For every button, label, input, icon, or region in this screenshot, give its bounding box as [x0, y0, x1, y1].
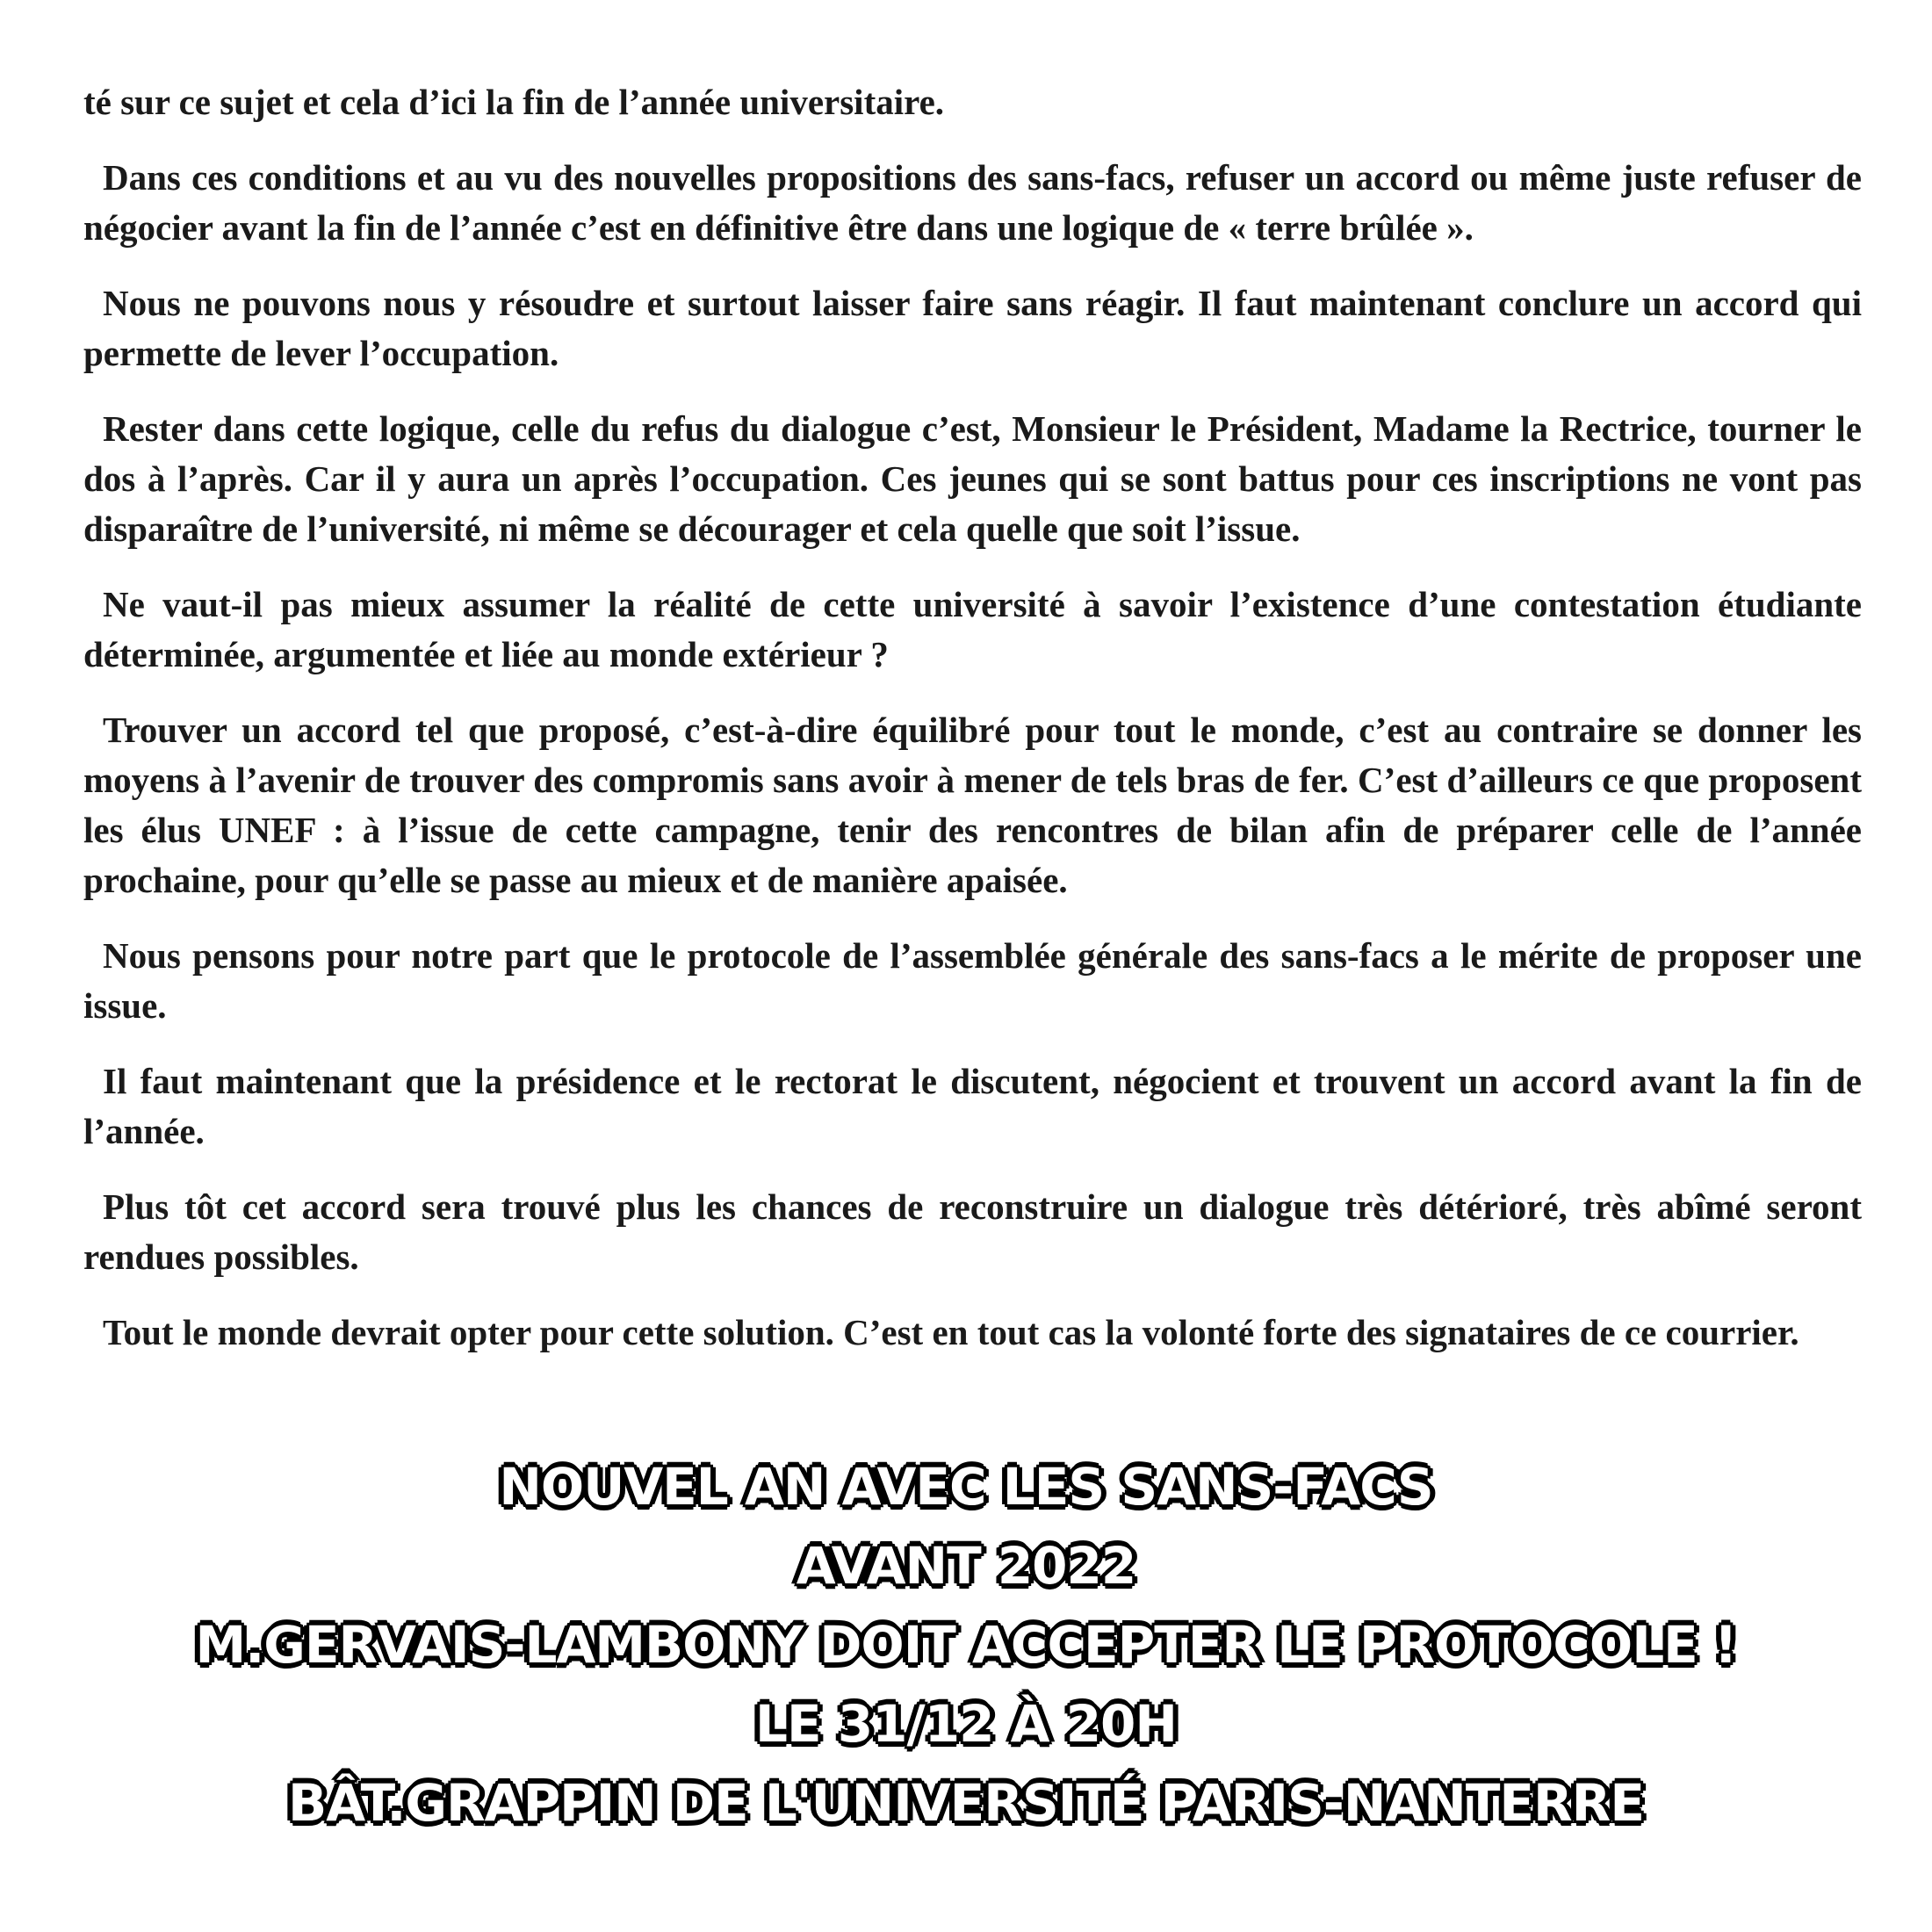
banner-line-event: NOUVEL AN AVEC LES SANS-FACS	[499, 1457, 1433, 1517]
paragraph: Nous ne pouvons nous y résoudre et surtout laisser faire sans réagir. Il faut maintenant conclure un accord qui permette de lever l’occupation.	[83, 283, 1862, 373]
letter-body	[83, 77, 1862, 1358]
paragraph-continuation: té sur ce sujet et cela d’ici la fin de l’année universitaire.	[83, 82, 945, 122]
paragraph: Trouver un accord tel que proposé, c’est-à-dire équilibré pour tout le monde, c’est au contraire se donner les moyens à l’avenir de trouver des compromis sans avoir à mener de tels bras de fer. C’est d’ailleurs ce que proposent les élus UNEF : à l’issue de cette campagne, tenir des rencontres de bilan afin de préparer celle de l’année prochaine, pour qu’elle se passe au mieux et de manière apaisée.	[83, 710, 1862, 900]
event-banner	[0, 1447, 1932, 1842]
paragraph: Nous pensons pour notre part que le protocole de l’assemblée générale des sans-facs a le mérite de proposer une issue.	[83, 935, 1862, 1026]
banner-line-datetime: LE 31/12 À 20H	[755, 1694, 1177, 1754]
paragraph: Plus tôt cet accord sera trouvé plus les chances de reconstruire un dialogue très détérioré, très abîmé seront rendues possibles.	[83, 1186, 1862, 1277]
banner-line-location: BÂT.GRAPPIN DE L'UNIVERSITÉ PARIS-NANTERRE	[288, 1773, 1644, 1833]
paragraph: Dans ces conditions et au vu des nouvelles propositions des sans-facs, refuser un accord ou même juste refuser de négocier avant la fin de l’année c’est en définitive être dans une logique de « terre brûlée ».	[83, 157, 1862, 248]
paragraph: Rester dans cette logique, celle du refus du dialogue c’est, Monsieur le Président, Madame la Rectrice, tourner le dos à l’après. Car il y aura un après l’occupation. Ces jeunes qui se sont battus pour ces inscriptions ne vont pas disparaître de l’université, ni même se décourager et cela quelle que soit l’issue.	[83, 408, 1862, 549]
banner-line-demand: M.GERVAIS-LAMBONY DOIT ACCEPTER LE PROTOCOLE !	[195, 1615, 1737, 1675]
paragraph: Tout le monde devrait opter pour cette solution. C’est en tout cas la volonté forte des signataires de ce courrier.	[103, 1312, 1799, 1352]
banner-line-year: AVANT 2022	[796, 1536, 1136, 1596]
paragraph: Il faut maintenant que la présidence et le rectorat le discutent, négocient et trouvent un accord avant la fin de l’année.	[83, 1061, 1862, 1151]
paragraph: Ne vaut-il pas mieux assumer la réalité de cette université à savoir l’existence d’une contestation étudiante déterminée, argumentée et liée au monde extérieur ?	[83, 584, 1862, 674]
